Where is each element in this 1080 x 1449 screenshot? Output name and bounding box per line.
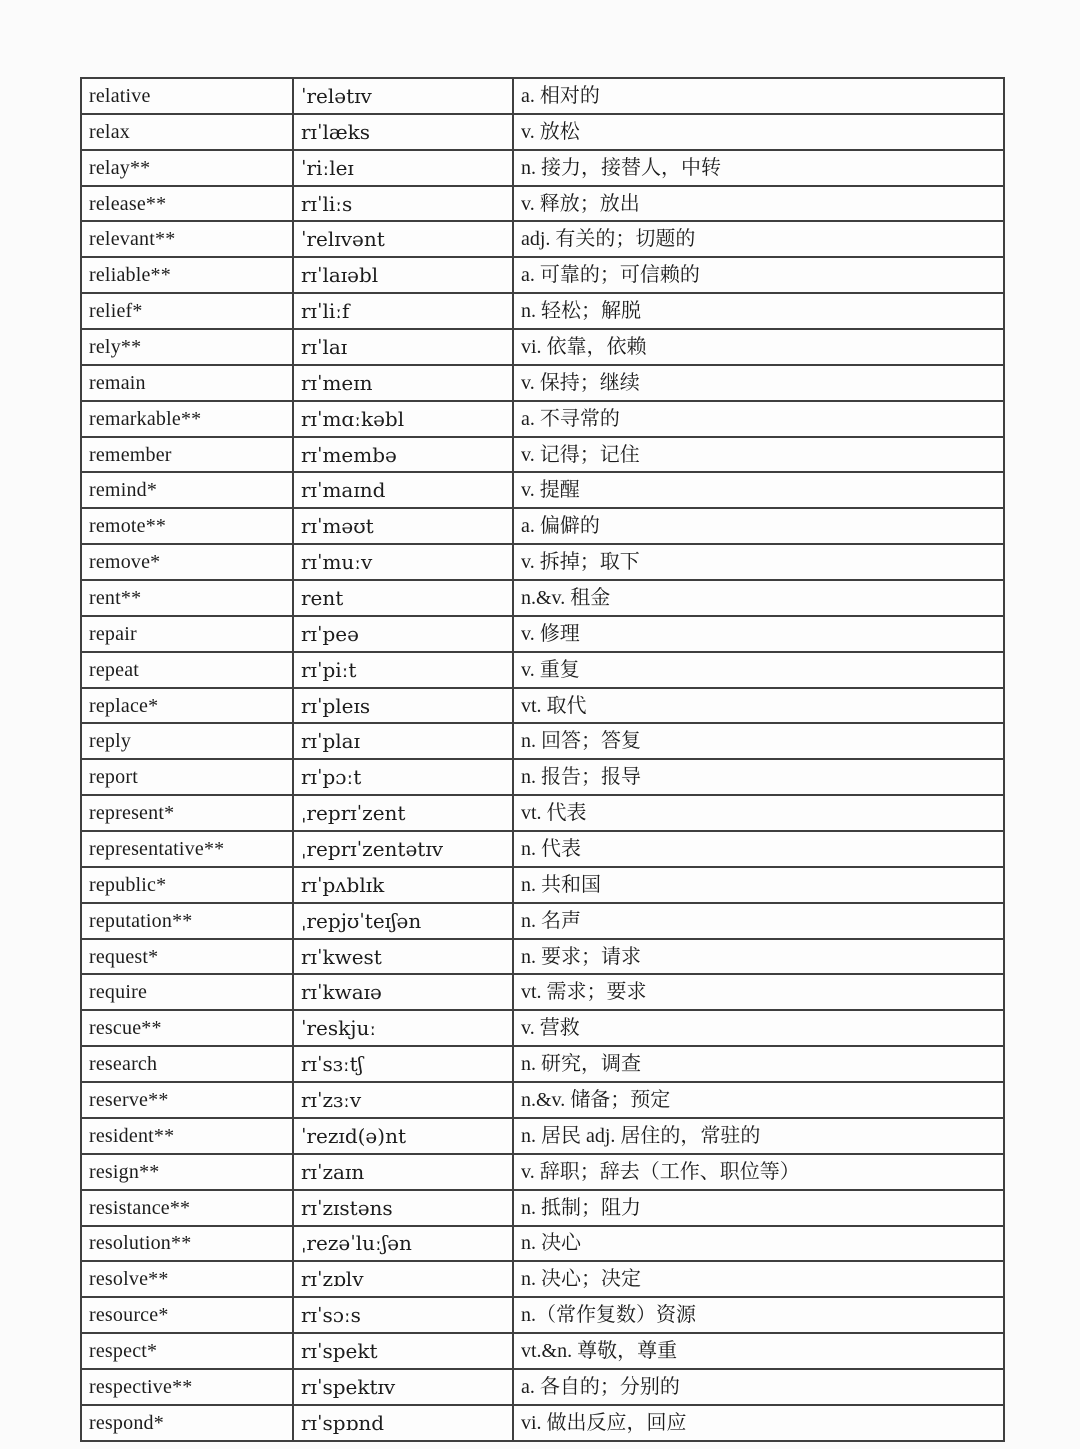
phonetic-cell: rɪˈlaɪəbl bbox=[293, 257, 513, 293]
phonetic-cell: ˈrelətɪv bbox=[293, 78, 513, 114]
meaning-cell: v. 修理 bbox=[513, 616, 1004, 652]
word-cell: remove* bbox=[81, 544, 293, 580]
word-cell: rescue** bbox=[81, 1010, 293, 1046]
phonetic-cell: ˈreskjuː bbox=[293, 1010, 513, 1046]
meaning-cell: v. 放松 bbox=[513, 114, 1004, 150]
phonetic-cell: rɪˈplaɪ bbox=[293, 723, 513, 759]
phonetic-cell: rɪˈzɪstəns bbox=[293, 1190, 513, 1226]
table-row bbox=[81, 867, 1004, 903]
word-cell: relevant** bbox=[81, 221, 293, 257]
table-row bbox=[81, 723, 1004, 759]
meaning-cell: n. 报告；报导 bbox=[513, 759, 1004, 795]
phonetic-cell: rɪˈliːf bbox=[293, 293, 513, 329]
word-cell: report bbox=[81, 759, 293, 795]
table-row bbox=[81, 329, 1004, 365]
phonetic-cell: rɪˈzaɪn bbox=[293, 1154, 513, 1190]
meaning-cell: n. 决心 bbox=[513, 1226, 1004, 1262]
table-row bbox=[81, 939, 1004, 975]
table-row bbox=[81, 1010, 1004, 1046]
phonetic-cell: rɪˈliːs bbox=[293, 186, 513, 222]
meaning-cell: n. 研究，调查 bbox=[513, 1046, 1004, 1082]
meaning-cell: a. 偏僻的 bbox=[513, 508, 1004, 544]
vocabulary-table-body bbox=[81, 78, 1004, 1441]
table-row bbox=[81, 508, 1004, 544]
table-row bbox=[81, 544, 1004, 580]
meaning-cell: n. 共和国 bbox=[513, 867, 1004, 903]
phonetic-cell: rɪˈkwest bbox=[293, 939, 513, 975]
table-row bbox=[81, 1261, 1004, 1297]
phonetic-cell: rɪˈməʊt bbox=[293, 508, 513, 544]
word-cell: repair bbox=[81, 616, 293, 652]
meaning-cell: n.&v. 租金 bbox=[513, 580, 1004, 616]
word-cell: replace* bbox=[81, 688, 293, 724]
meaning-cell: n. 要求；请求 bbox=[513, 939, 1004, 975]
table-row bbox=[81, 795, 1004, 831]
phonetic-cell: ˌrepjʊˈteɪʃən bbox=[293, 903, 513, 939]
table-row bbox=[81, 114, 1004, 150]
word-cell: relative bbox=[81, 78, 293, 114]
word-cell: repeat bbox=[81, 652, 293, 688]
phonetic-cell: rɪˈsɜːtʃ bbox=[293, 1046, 513, 1082]
word-cell: release** bbox=[81, 186, 293, 222]
table-row bbox=[81, 437, 1004, 473]
vocabulary-table bbox=[80, 77, 1005, 1442]
meaning-cell: v. 营救 bbox=[513, 1010, 1004, 1046]
phonetic-cell: rɪˈsɔːs bbox=[293, 1297, 513, 1333]
phonetic-cell: rɪˈmuːv bbox=[293, 544, 513, 580]
meaning-cell: n. 决心；决定 bbox=[513, 1261, 1004, 1297]
table-row bbox=[81, 1333, 1004, 1369]
phonetic-cell: rɪˈlaɪ bbox=[293, 329, 513, 365]
meaning-cell: n. 接力，接替人，中转 bbox=[513, 150, 1004, 186]
phonetic-cell: rent bbox=[293, 580, 513, 616]
table-row bbox=[81, 186, 1004, 222]
table-row bbox=[81, 221, 1004, 257]
table-row bbox=[81, 1154, 1004, 1190]
meaning-cell: v. 释放；放出 bbox=[513, 186, 1004, 222]
meaning-cell: n. 回答；答复 bbox=[513, 723, 1004, 759]
word-cell: republic* bbox=[81, 867, 293, 903]
word-cell: rent** bbox=[81, 580, 293, 616]
meaning-cell: v. 辞职；辞去（工作、职位等） bbox=[513, 1154, 1004, 1190]
table-row bbox=[81, 365, 1004, 401]
table-row bbox=[81, 150, 1004, 186]
table-row bbox=[81, 759, 1004, 795]
word-cell: respective** bbox=[81, 1369, 293, 1405]
phonetic-cell: rɪˈmeɪn bbox=[293, 365, 513, 401]
word-cell: resolve** bbox=[81, 1261, 293, 1297]
word-cell: resolution** bbox=[81, 1226, 293, 1262]
table-row bbox=[81, 688, 1004, 724]
word-cell: reserve** bbox=[81, 1082, 293, 1118]
phonetic-cell: rɪˈpiːt bbox=[293, 652, 513, 688]
word-cell: require bbox=[81, 974, 293, 1010]
table-row bbox=[81, 652, 1004, 688]
meaning-cell: n.（常作复数）资源 bbox=[513, 1297, 1004, 1333]
word-cell: represent* bbox=[81, 795, 293, 831]
table-row bbox=[81, 472, 1004, 508]
phonetic-cell: rɪˈpeə bbox=[293, 616, 513, 652]
table-row bbox=[81, 78, 1004, 114]
meaning-cell: vi. 依靠，依赖 bbox=[513, 329, 1004, 365]
meaning-cell: a. 相对的 bbox=[513, 78, 1004, 114]
word-cell: reply bbox=[81, 723, 293, 759]
word-cell: remind* bbox=[81, 472, 293, 508]
phonetic-cell: rɪˈlæks bbox=[293, 114, 513, 150]
table-row bbox=[81, 1369, 1004, 1405]
meaning-cell: v. 重复 bbox=[513, 652, 1004, 688]
table-row bbox=[81, 903, 1004, 939]
table-row bbox=[81, 1297, 1004, 1333]
word-cell: research bbox=[81, 1046, 293, 1082]
table-row bbox=[81, 401, 1004, 437]
meaning-cell: v. 拆掉；取下 bbox=[513, 544, 1004, 580]
meaning-cell: n. 代表 bbox=[513, 831, 1004, 867]
word-cell: representative** bbox=[81, 831, 293, 867]
word-cell: respect* bbox=[81, 1333, 293, 1369]
table-row bbox=[81, 616, 1004, 652]
meaning-cell: v. 保持；继续 bbox=[513, 365, 1004, 401]
meaning-cell: adj. 有关的；切题的 bbox=[513, 221, 1004, 257]
meaning-cell: vt.&n. 尊敬，尊重 bbox=[513, 1333, 1004, 1369]
phonetic-cell: rɪˈzɒlv bbox=[293, 1261, 513, 1297]
meaning-cell: vi. 做出反应，回应 bbox=[513, 1405, 1004, 1441]
phonetic-cell: rɪˈpʌblɪk bbox=[293, 867, 513, 903]
meaning-cell: a. 不寻常的 bbox=[513, 401, 1004, 437]
word-cell: remember bbox=[81, 437, 293, 473]
phonetic-cell: rɪˈzɜːv bbox=[293, 1082, 513, 1118]
phonetic-cell: rɪˈmaɪnd bbox=[293, 472, 513, 508]
phonetic-cell: rɪˈmembə bbox=[293, 437, 513, 473]
word-cell: resident** bbox=[81, 1118, 293, 1154]
meaning-cell: n. 抵制；阻力 bbox=[513, 1190, 1004, 1226]
table-row bbox=[81, 580, 1004, 616]
phonetic-cell: ˈriːleɪ bbox=[293, 150, 513, 186]
table-row bbox=[81, 1082, 1004, 1118]
table-row bbox=[81, 831, 1004, 867]
phonetic-cell: rɪˈmɑːkəbl bbox=[293, 401, 513, 437]
word-cell: rely** bbox=[81, 329, 293, 365]
word-cell: remain bbox=[81, 365, 293, 401]
meaning-cell: vt. 代表 bbox=[513, 795, 1004, 831]
word-cell: resistance** bbox=[81, 1190, 293, 1226]
meaning-cell: n.&v. 储备；预定 bbox=[513, 1082, 1004, 1118]
phonetic-cell: rɪˈspekt bbox=[293, 1333, 513, 1369]
phonetic-cell: ˌreprɪˈzentətɪv bbox=[293, 831, 513, 867]
meaning-cell: a. 各自的；分别的 bbox=[513, 1369, 1004, 1405]
meaning-cell: n. 名声 bbox=[513, 903, 1004, 939]
meaning-cell: vt. 需求；要求 bbox=[513, 974, 1004, 1010]
word-cell: reputation** bbox=[81, 903, 293, 939]
meaning-cell: v. 记得；记住 bbox=[513, 437, 1004, 473]
table-row bbox=[81, 1046, 1004, 1082]
phonetic-cell: ˈrezɪd(ə)nt bbox=[293, 1118, 513, 1154]
phonetic-cell: rɪˈpleɪs bbox=[293, 688, 513, 724]
meaning-cell: a. 可靠的；可信赖的 bbox=[513, 257, 1004, 293]
word-cell: relax bbox=[81, 114, 293, 150]
phonetic-cell: rɪˈkwaɪə bbox=[293, 974, 513, 1010]
table-row bbox=[81, 1190, 1004, 1226]
table-row bbox=[81, 974, 1004, 1010]
meaning-cell: n. 轻松；解脱 bbox=[513, 293, 1004, 329]
phonetic-cell: ˌrezəˈluːʃən bbox=[293, 1226, 513, 1262]
word-cell: remote** bbox=[81, 508, 293, 544]
table-row bbox=[81, 1118, 1004, 1154]
phonetic-cell: rɪˈspɒnd bbox=[293, 1405, 513, 1441]
word-cell: relay** bbox=[81, 150, 293, 186]
phonetic-cell: rɪˈspektɪv bbox=[293, 1369, 513, 1405]
phonetic-cell: ˌreprɪˈzent bbox=[293, 795, 513, 831]
meaning-cell: vt. 取代 bbox=[513, 688, 1004, 724]
meaning-cell: v. 提醒 bbox=[513, 472, 1004, 508]
word-cell: reliable** bbox=[81, 257, 293, 293]
table-row bbox=[81, 257, 1004, 293]
table-row bbox=[81, 1405, 1004, 1441]
phonetic-cell: ˈrelɪvənt bbox=[293, 221, 513, 257]
word-cell: relief* bbox=[81, 293, 293, 329]
word-cell: remarkable** bbox=[81, 401, 293, 437]
phonetic-cell: rɪˈpɔːt bbox=[293, 759, 513, 795]
word-cell: resign** bbox=[81, 1154, 293, 1190]
table-row bbox=[81, 293, 1004, 329]
word-cell: request* bbox=[81, 939, 293, 975]
word-cell: respond* bbox=[81, 1405, 293, 1441]
meaning-cell: n. 居民 adj. 居住的，常驻的 bbox=[513, 1118, 1004, 1154]
word-cell: resource* bbox=[81, 1297, 293, 1333]
table-row bbox=[81, 1226, 1004, 1262]
